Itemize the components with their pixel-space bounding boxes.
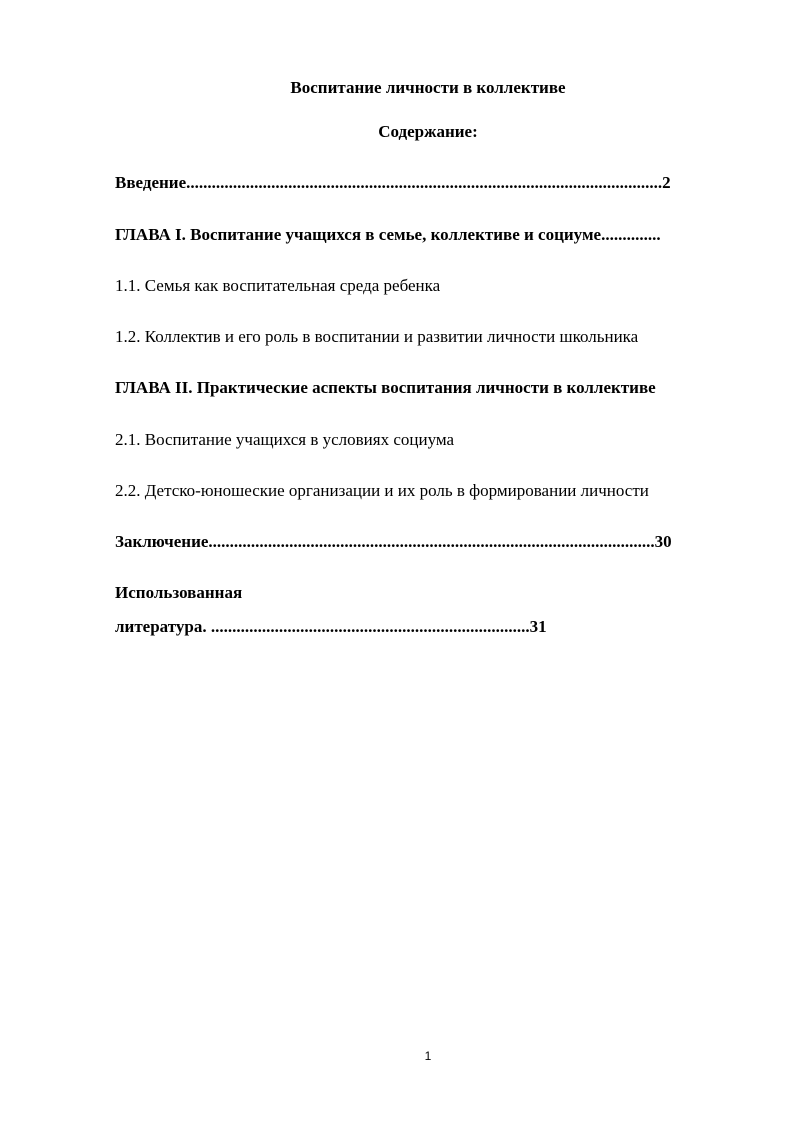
toc-entry-chapter-1: ГЛАВА I. Воспитание учащихся в семье, коллективе и социуме.............. xyxy=(115,225,661,244)
toc-entry-2-2: 2.2. Детско-юношеские организации и их роль в формировании личности xyxy=(115,481,649,500)
toc-entry-references-line-2: литература. ...........................................................................31 xyxy=(115,617,547,636)
toc-entry-introduction: Введение................................................................................................................2 xyxy=(115,173,671,192)
document-title: Воспитание личности в коллективе xyxy=(290,78,566,97)
page-number: 1 xyxy=(424,1049,432,1063)
toc-entry-1-1: 1.1. Семья как воспитательная среда ребенка xyxy=(115,276,441,295)
toc-entry-conclusion: Заключение.........................................................................................................30 xyxy=(115,532,672,551)
toc-entry-1-2: 1.2. Коллектив и его роль в воспитании и развитии личности школьника xyxy=(115,327,639,346)
toc-entry-chapter-2: ГЛАВА II. Практические аспекты воспитания личности в коллективе xyxy=(115,378,656,397)
contents-heading: Содержание: xyxy=(378,122,478,141)
toc-entry-references-line-1: Использованная xyxy=(115,583,243,602)
toc-entry-2-1: 2.1. Воспитание учащихся в условиях социума xyxy=(115,430,455,449)
